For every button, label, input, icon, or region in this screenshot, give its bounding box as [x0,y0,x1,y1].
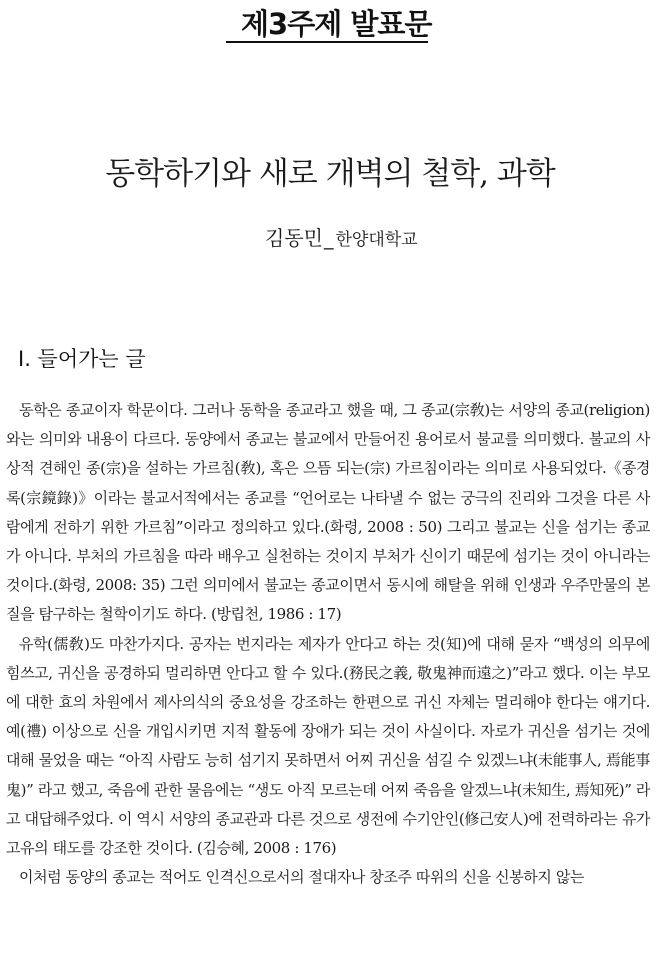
chapter-header [0,0,660,44]
author-separator: _ [323,228,334,250]
author-line [265,222,418,251]
body-text [6,396,650,892]
paragraph: 이처럼 동양의 종교는 적어도 인격신으로서의 절대자나 창조주 따위의 신을 신봉하지 않는 [19,868,585,887]
paragraph: 유학(儒敎)도 마찬가지다. 공자는 번지라는 제자가 안다고 하는 것(知)에 대해 묻자 “백성의 의무에 힘쓰고, 귀신을 공경하되 멀리하면 안다고 할 수 있다.(務民之義, 敬鬼神而遠之)”라고 했다. 이는 부모에 대한 효의 차원에서 제사의식의 중요성을 강조하는 한편으로 귀신 자체는 멀리해야 한다는 얘기다. 예(禮) 이상으로 신을 개입시키면 지적 활동에 장애가 되는 것이 사실이다. 자로가 귀신을 섬기는 것에 대해 물었을 때는 “아직 사람도 능히 섬기지 못하면서 어찌 귀신을 섬길 수 있겠느냐(未能事人, 焉能事鬼)” 라고 했고, 죽음에 관한 물음에는 “생도 아직 모르는데 어찌 죽음을 알겠느냐(未知生, 焉知死)” 라고 대답해주었다. 이 역시 서양의 종교관과 다른 것으로 생전에 수기안인(修己安人)에 전력하라는 유가 고유의 태도를 강조한 것이다. (김승혜, 2008 : 176) [6,634,650,858]
chapter-underline [226,41,428,43]
paragraph: 동학은 종교이자 학문이다. 그러나 동학을 종교라고 했을 때, 그 종교(宗敎)는 서양의 종교(religion)와는 의미와 내용이 다르다. 동양에서 종교는 불교에서 만들어진 용어로서 불교를 의미했다. 불교의 사상적 견해인 종(宗)을 설하는 가르침(敎), 혹은 으뜸 되는(宗) 가르침이라는 의미로 사용되었다.《종경록(宗鏡錄)》이라는 불교서적에서는 종교를 “언어로는 나타낼 수 없는 궁극의 진리와 그것을 다른 사람에게 전하기 위한 가르침”이라고 정의하고 있다.(화령, 2008 : 50) 그리고 불교는 신을 섬기는 종교가 아니다. 부처의 가르침을 따라 배우고 실천하는 것이지 부처가 신이기 때문에 섬기는 것이 아니라는 것이다.(화령, 2008: 35) 그런 의미에서 불교는 종교이면서 동시에 해탈을 위해 인생과 우주만물의 본질을 탐구하는 철학이기도 하다. (방립천, 1986 : 17) [6,401,650,624]
author-name: 김동민 [265,226,323,250]
paper-title: 동학하기와 새로 개벽의 철학, 과학 [105,156,555,192]
author-affiliation: 한양대학교 [335,230,418,250]
section-heading: I. 들어가는 글 [18,347,146,371]
chapter-label: 제3주제 발표문 [241,7,432,41]
